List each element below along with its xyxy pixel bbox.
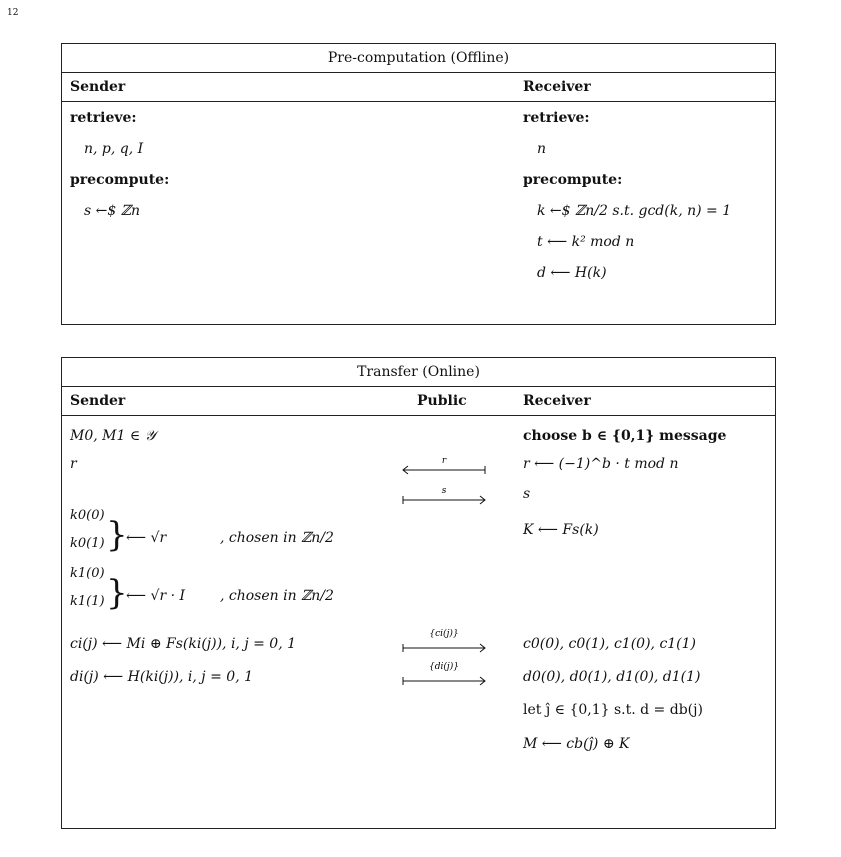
transfer-table [61,357,776,829]
k0-row [62,510,775,566]
sender-r: r [70,456,77,472]
receiver-r: r ⟵ (−1)^b · t mod n [523,456,679,472]
messages-row [62,422,775,450]
k0-chosen: , chosen in ℤn/2 [220,530,334,546]
k1-bottom: k1(1) [70,594,105,609]
transfer-header-row [62,387,775,416]
receiver-final: M ⟵ cb(ĵ) ⊕ K [523,736,630,752]
receiver-header: Receiver [523,393,591,409]
receiver-k-definition: k ←$ ℤn/2 s.t. gcd(k, n) = 1 [537,203,732,219]
receiver-retrieve-value: n [537,141,547,157]
right-arrow-d [399,657,489,689]
sender-messages: M0, M1 ∈ 𝒴 [70,428,156,444]
k1-top: k1(0) [70,566,105,581]
d-definition: di(j) ⟵ H(ki(j)), i, j = 0, 1 [70,669,253,685]
precompute-label-row [62,166,775,194]
k1-chosen: , chosen in ℤn/2 [220,588,334,604]
sender-retrieve-label: retrieve: [70,110,137,126]
sender-precompute-value: s ←$ ℤn [84,203,140,219]
sender-header: Sender [70,393,126,409]
receiver-d: d0(0), d0(1), d1(0), d1(1) [523,669,701,685]
receiver-t-definition: t ⟵ k² mod n [537,234,635,250]
arrow-s-label: s [441,486,447,496]
receiver-let: let ĵ ∈ {0,1} s.t. d = db(j) [523,702,703,718]
sender-precompute-label: precompute: [70,172,170,188]
sender-header: Sender [70,79,126,95]
right-arrow-c [399,624,489,656]
d-row [62,663,775,691]
receiver-header: Receiver [523,79,591,95]
c-definition: ci(j) ⟵ Mi ⊕ Fs(ki(j)), i, j = 0, 1 [70,636,297,652]
k0-bottom: k0(1) [70,536,105,551]
receiver-choose: choose b ∈ {0,1} message [523,428,727,444]
final-row [62,730,775,758]
receiver-retrieve-label: retrieve: [523,110,590,126]
page-number: 12 [7,8,19,18]
brace-icon: } [106,573,128,613]
receiver-c: c0(0), c0(1), c1(0), c1(1) [523,636,697,652]
left-arrow-r [399,454,489,476]
receiver-t-row [62,228,775,256]
k1-rhs: ⟵ √r · I [126,588,186,604]
precompute-value-row [62,197,775,225]
precomputation-table [61,43,776,325]
receiver-d-definition: d ⟵ H(k) [537,265,607,281]
public-header: Public [417,393,467,409]
arrow-c-label: {ci(j)} [429,629,459,639]
receiver-K: K ⟵ Fs(k) [523,522,599,538]
let-row [62,696,775,724]
transfer-title: Transfer (Online) [62,358,775,387]
k1-row [62,568,775,624]
sender-retrieve-value: n, p, q, I [84,141,144,157]
receiver-d-row [62,259,775,287]
right-arrow-s [399,484,489,506]
receiver-precompute-label: precompute: [523,172,623,188]
brace-icon: } [106,515,128,555]
arrow-d-label: {di(j)} [429,662,459,672]
c-row [62,630,775,658]
arrow-r-label: r [441,456,447,466]
retrieve-value-row [62,135,775,163]
k0-rhs: ⟵ √r [126,530,167,546]
precomputation-title: Pre-computation (Offline) [62,44,775,73]
retrieve-label-row [62,104,775,132]
s-exchange-row [62,480,775,508]
receiver-s: s [523,486,531,502]
k0-top: k0(0) [70,508,105,523]
r-exchange-row [62,450,775,478]
precomputation-header-row [62,73,775,102]
